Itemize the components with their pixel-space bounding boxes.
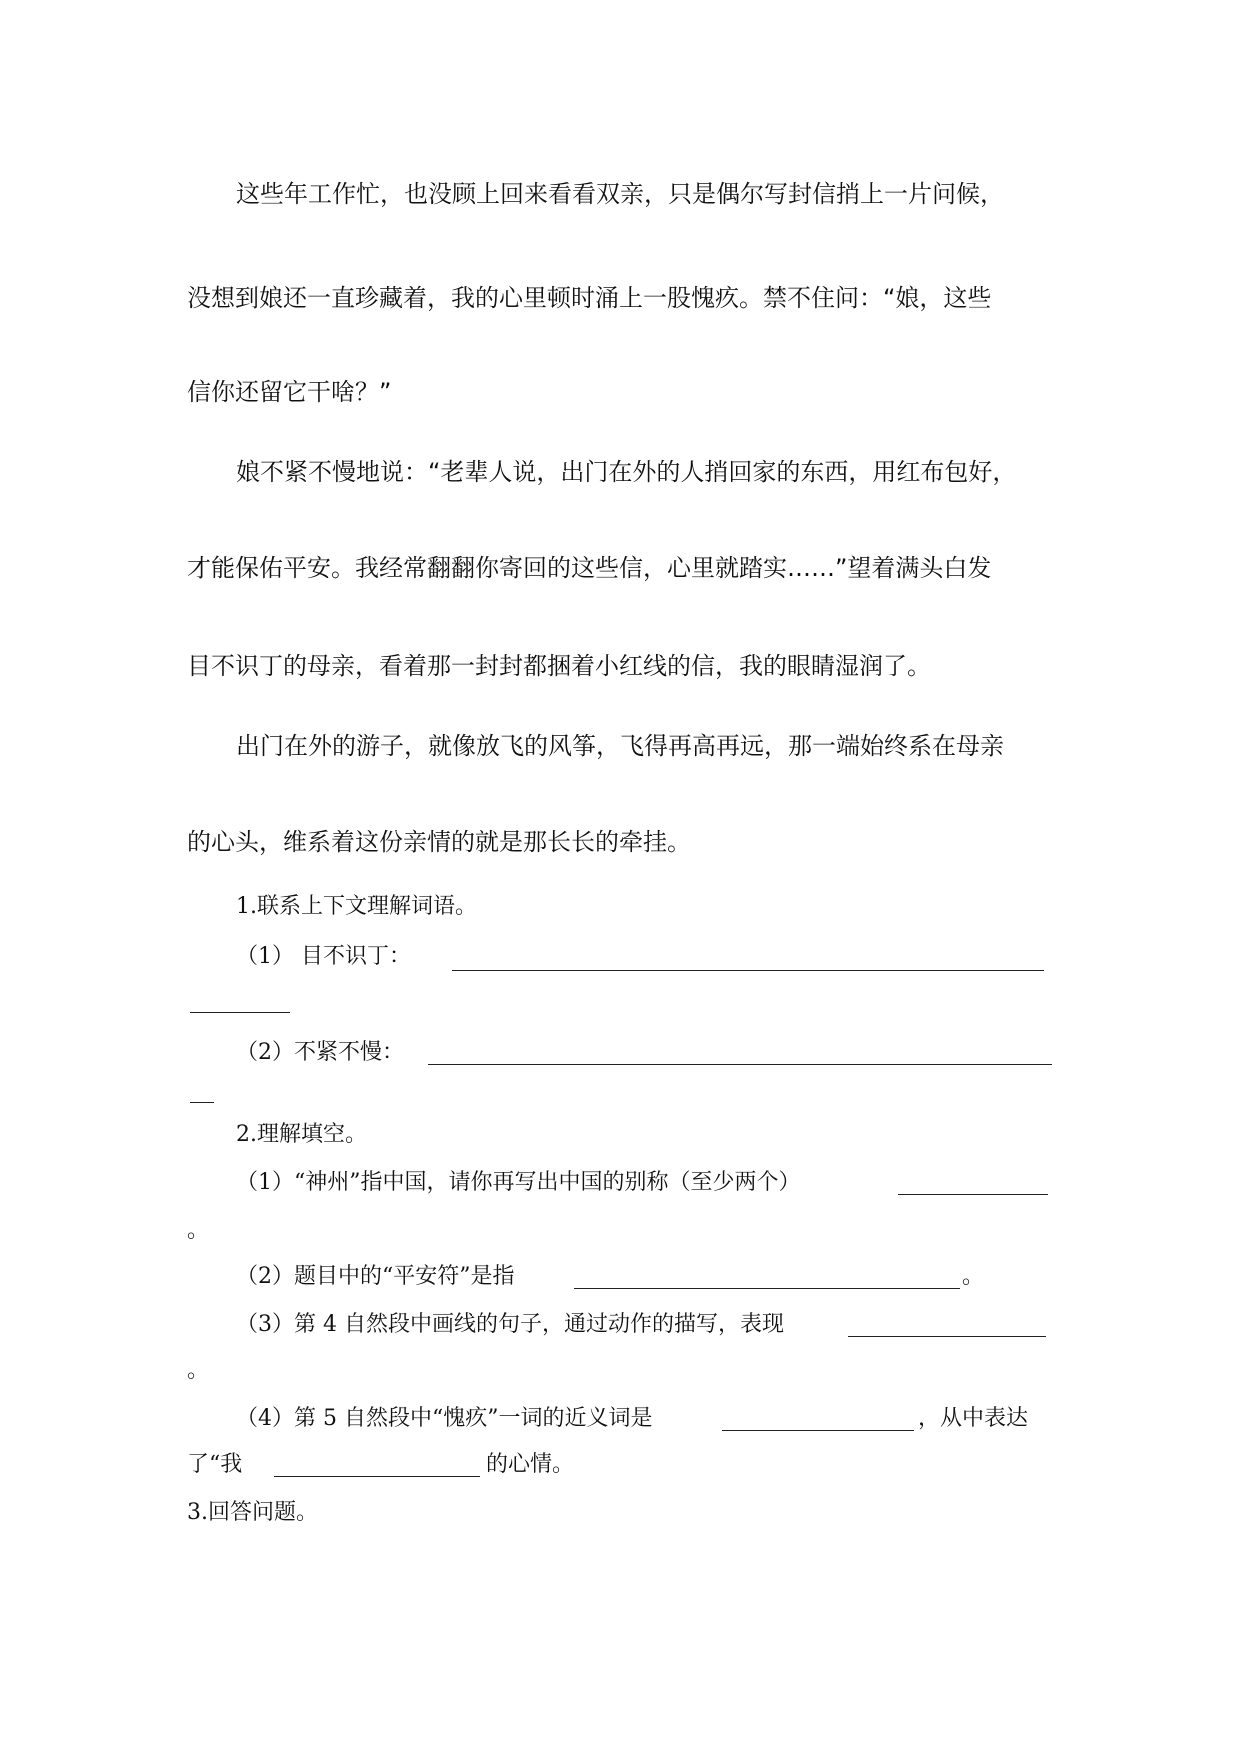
question-2-4-line2-end: 的心情。 (486, 1452, 575, 1477)
passage-line: 信你还留它干啥？” (187, 378, 392, 406)
question-1-1-label: （1） 目不识丁： (236, 944, 411, 969)
passage-line: 没想到娘还一直珍藏着，我的心里顿时涌上一股愧疚。禁不住问：“娘，这些 (187, 284, 992, 312)
question-2-3-end: 。 (187, 1358, 210, 1383)
question-2-4-line2-start: 了“我 (187, 1452, 243, 1477)
answer-blank-2-2[interactable] (574, 1288, 960, 1289)
passage-line: 目不识丁的母亲，看着那一封封都捆着小红线的信，我的眼睛湿润了。 (187, 652, 931, 680)
question-2-1-label: （1）“神州”指中国，请你再写出中国的别称（至少两个） (236, 1170, 801, 1195)
question-2-title: 2.理解填空。 (236, 1122, 367, 1147)
question-1-title: 1.联系上下文理解词语。 (236, 894, 477, 919)
answer-blank-1-2-cont[interactable] (190, 1102, 214, 1103)
question-2-2-label: （2）题目中的“平安符”是指 (236, 1264, 515, 1289)
question-3-title: 3.回答问题。 (187, 1500, 318, 1525)
passage-line: 的心头，维系着这份亲情的就是那长长的牵挂。 (187, 828, 691, 856)
answer-blank-1-1[interactable] (452, 970, 1044, 971)
passage-line: 才能保佑平安。我经常翻翻你寄回的这些信，心里就踏实……”望着满头白发 (187, 554, 992, 582)
question-1-2-label: （2）不紧不慢： (236, 1040, 404, 1065)
answer-blank-2-4b[interactable] (274, 1476, 480, 1477)
answer-blank-2-4a[interactable] (722, 1430, 914, 1431)
passage-line: 娘不紧不慢地说：“老辈人说，出门在外的人捎回家的东西，用红布包好， (236, 458, 1017, 486)
answer-blank-1-2[interactable] (428, 1064, 1052, 1065)
question-2-1-end: 。 (187, 1218, 210, 1243)
answer-blank-2-3[interactable] (848, 1336, 1046, 1337)
answer-blank-2-1[interactable] (898, 1194, 1048, 1195)
question-2-4-label: （4）第 5 自然段中“愧疚”一词的近义词是 (236, 1406, 653, 1431)
question-2-2-end: 。 (962, 1264, 985, 1289)
passage-line: 出门在外的游子，就像放飞的风筝，飞得再高再远，那一端始终系在母亲 (236, 732, 1004, 760)
question-2-3-label: （3）第 4 自然段中画线的句子，通过动作的描写，表现 (236, 1312, 784, 1337)
passage-line: 这些年工作忙，也没顾上回来看看双亲，只是偶尔写封信捎上一片问候， (236, 180, 1004, 208)
question-2-4-mid: ，从中表达 (918, 1406, 1029, 1431)
answer-blank-1-1-cont[interactable] (190, 1012, 290, 1013)
